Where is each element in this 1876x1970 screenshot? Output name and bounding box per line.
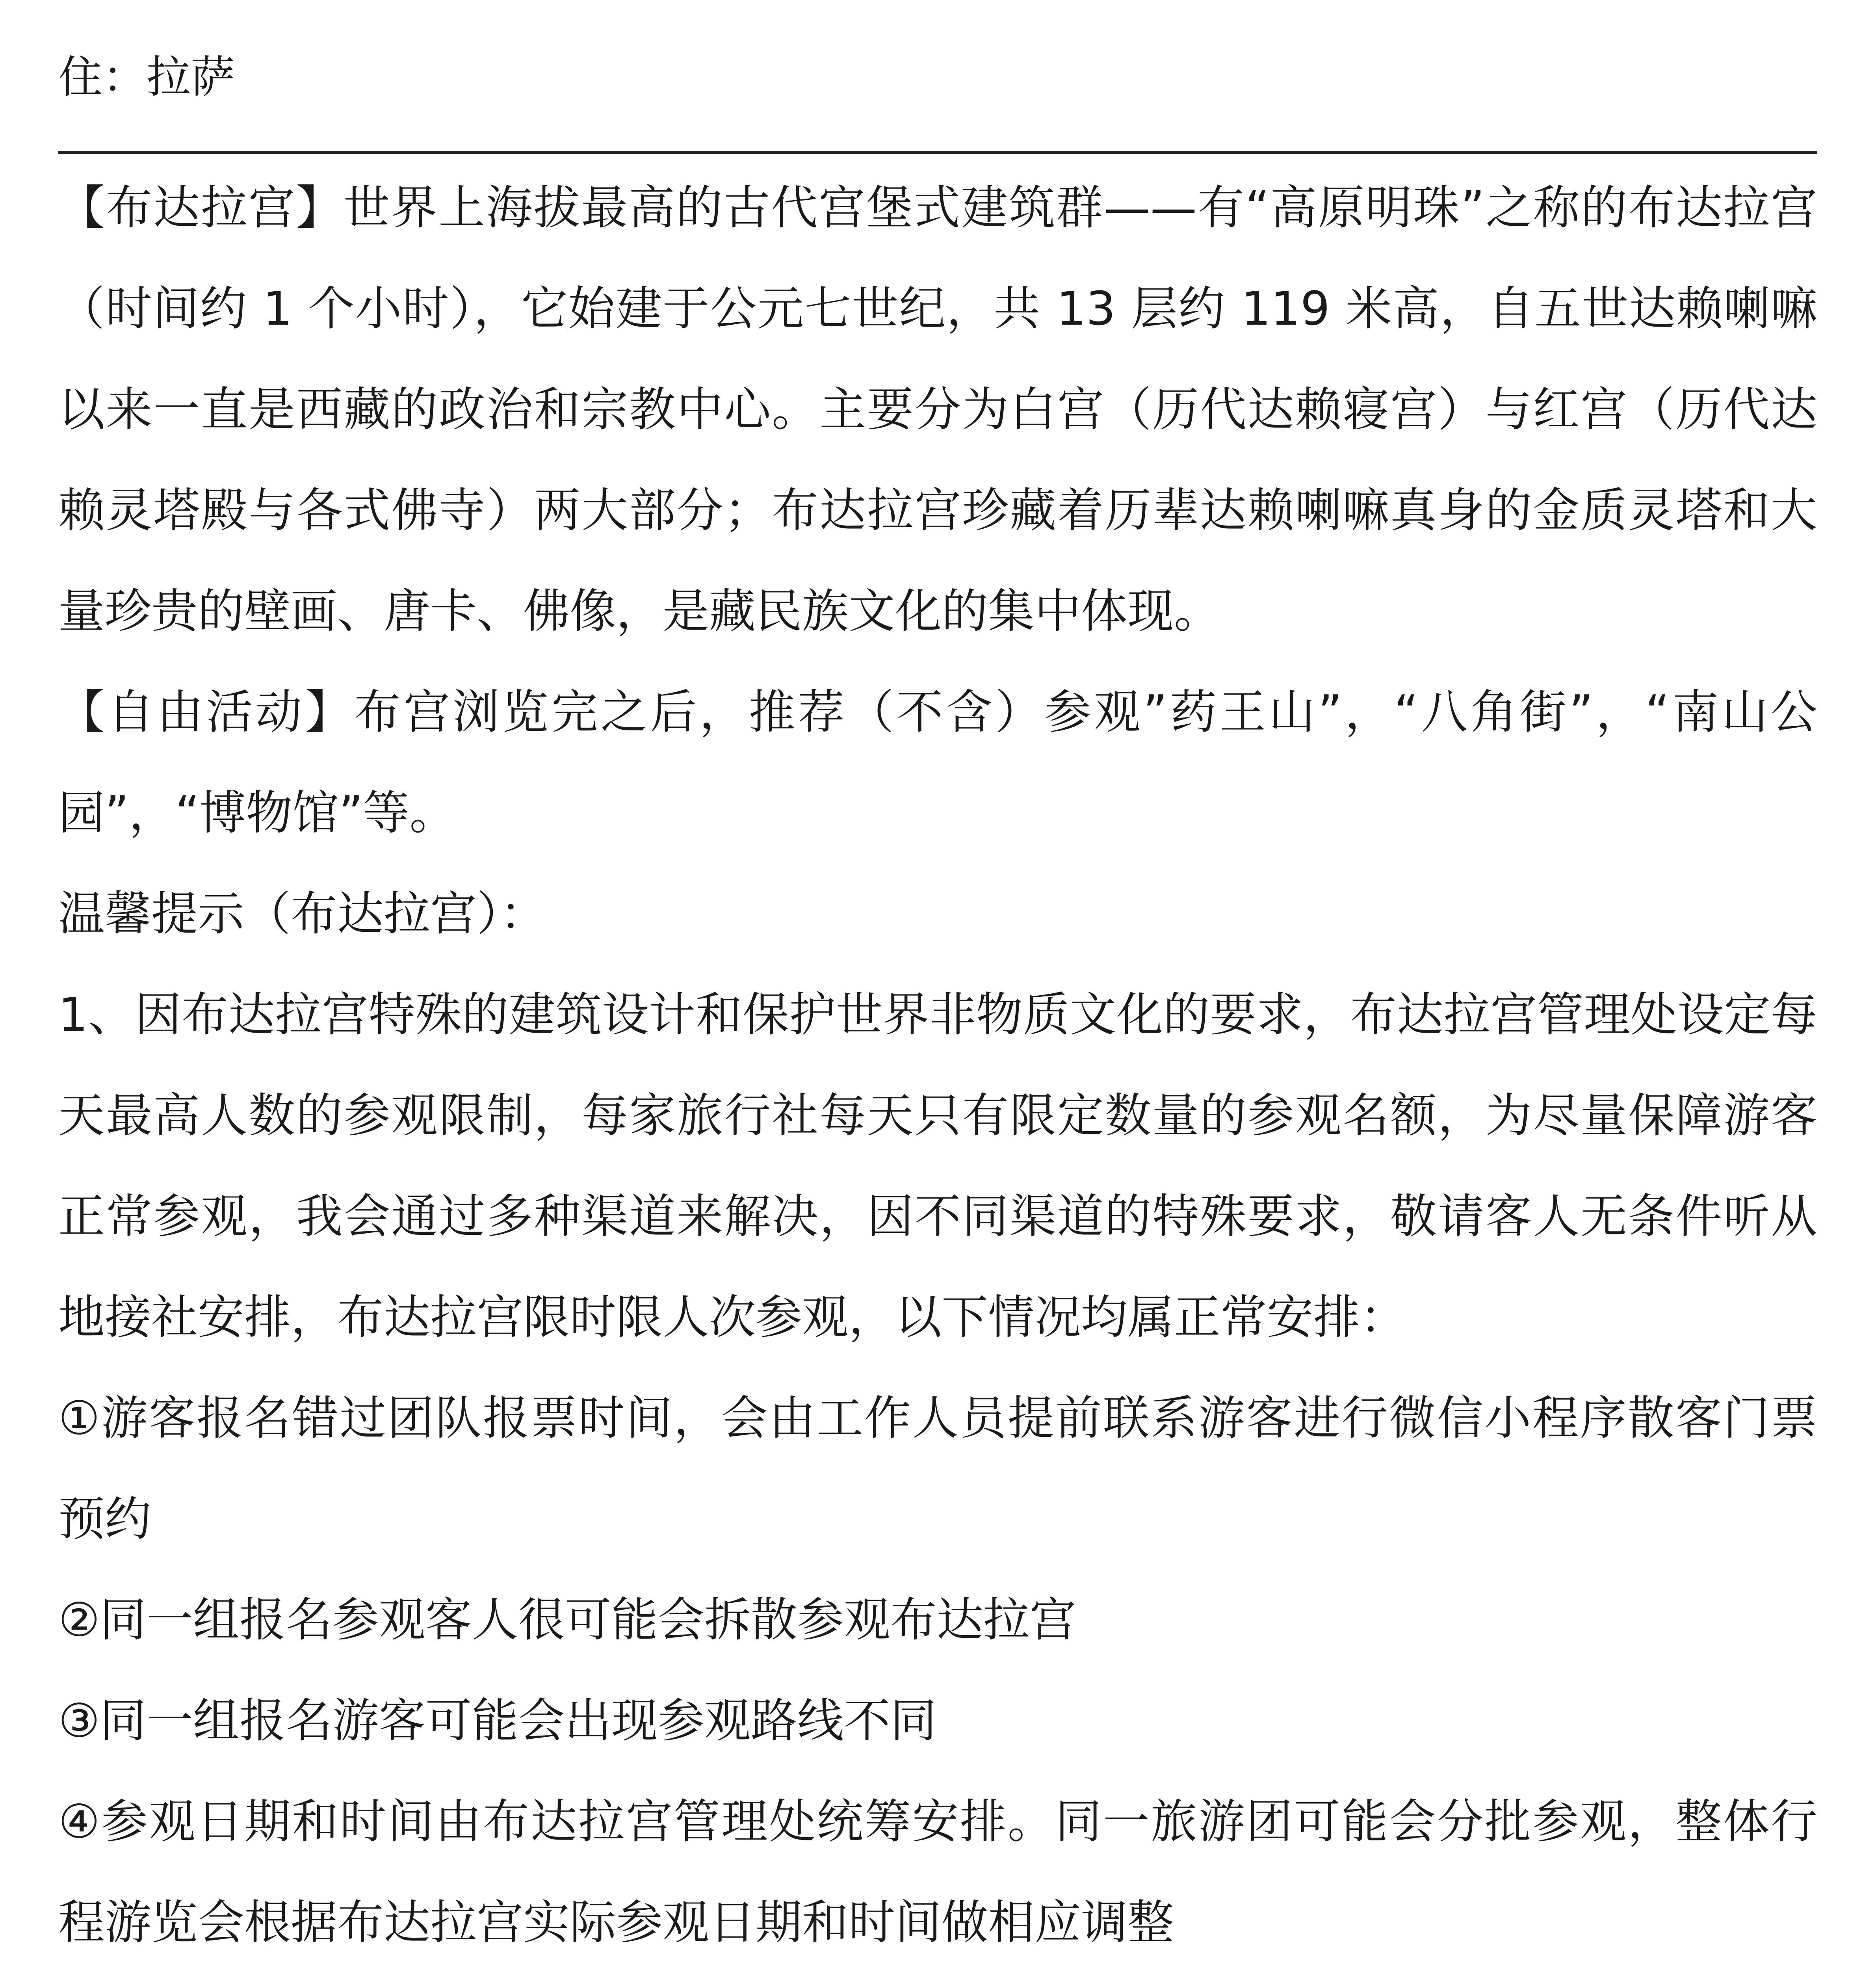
free-activity-paragraph: 【自由活动】布宫浏览完之后，推荐（不含）参观”药王山”，“八角街”，“南山公园”，“博物馆”等。: [58, 685, 1817, 840]
tip-1-paragraph: 1、因布达拉宫特殊的建筑设计和保护世界非物质文化的要求，布达拉宫管理处设定每天最高人数的参观限制，每家旅行社每天只有限定数量的参观名额，为尽量保障游客正常参观，我会通过多种渠道来解决，因不同渠道的特殊要求，敬请客人无条件听从地接社安排，布达拉宫限时限人次参观，以下情况均属正常安排：: [58, 987, 1817, 1344]
divider-line: [58, 151, 1817, 154]
tip-1-item-4: ④参观日期和时间由布达拉宫管理处统筹安排。同一旅游团可能会分批参观，整体行程游览会根据布达拉宫实际参观日期和时间做相应调整: [58, 1794, 1817, 1950]
accommodation-heading: 住：拉萨: [58, 52, 235, 103]
document-page: [58, 32, 1817, 1970]
tip-1-item-2: ②同一组报名参观客人很可能会拆散参观布达拉宫: [58, 1593, 1076, 1647]
tip-1-item-1: ①游客报名错过团队报票时间，会由工作人员提前联系游客进行微信小程序散客门票预约: [58, 1391, 1817, 1546]
tips-title: 温馨提示（布达拉宫）：: [58, 886, 547, 941]
potala-intro-paragraph: 【布达拉宫】世界上海拔最高的古代宫堡式建筑群——有“高原明珠”之称的布达拉宫（时间约 1 个小时），它始建于公元七世纪，共 13 层约 119 米高，自五世达赖喇嘛以来一直是西藏的政治和宗教中心。主要分为白宫（历代达赖寝宫）与红宫（历代达赖灵塔殿与各式佛寺）两大部分；布达拉宫珍藏着历辈达赖喇嘛真身的金质灵塔和大量珍贵的壁画、唐卡、佛像，是藏民族文化的集中体现。: [58, 180, 1817, 638]
tip-1-item-3: ③同一组报名游客可能会出现参观路线不同: [58, 1693, 937, 1748]
